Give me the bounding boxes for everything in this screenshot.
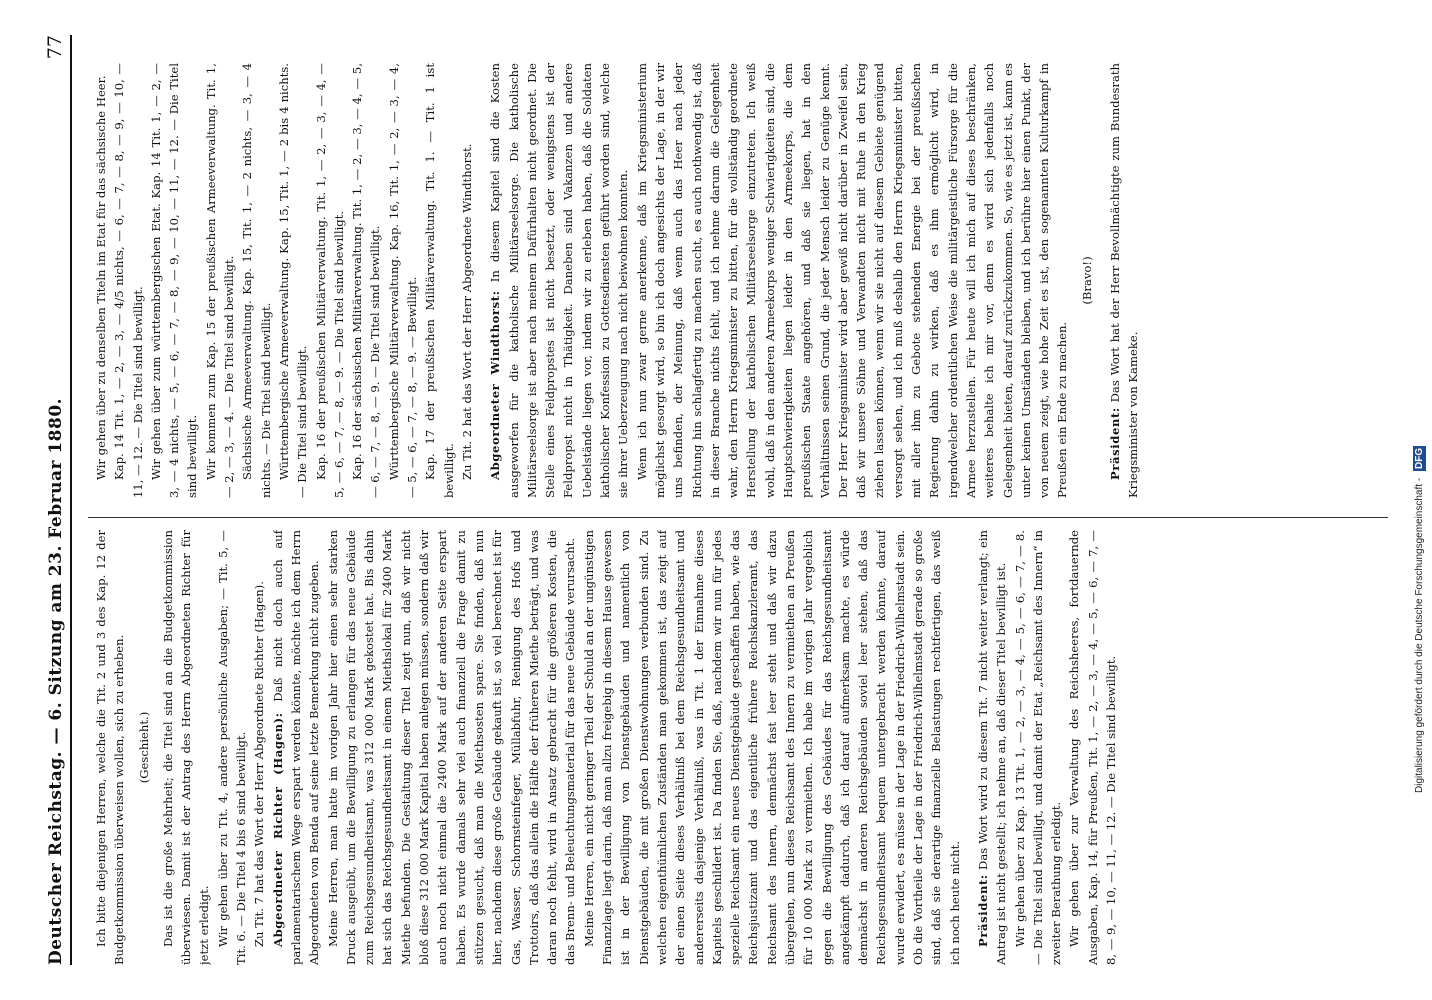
page-number: 77: [44, 35, 66, 60]
paragraph: Wir gehen über zu Tit. 4, andere persönliche Ausgaben; — Tit. 5, — Tit. 6. — Die Titel 4 bis 6 sind bewilligt.: [215, 530, 249, 965]
paragraph: Ich bitte diejenigen Herren, welche die Tit. 2 und 3 des Kap. 12 der Budgetkommission überweisen wollen, sich zu erheben.: [94, 530, 127, 965]
speech-text: Das Wort hat der Herr Bevollmächtigte zum Bundesrath Kriegsminister von Kameke.: [1108, 63, 1141, 498]
paragraph: Württembergische Militärverwaltung. Kap. 16, Tit. 1, — 2, — 3, — 4, — 5, — 6, — 7, — 8, — 9. — Bewilligt.: [386, 63, 420, 498]
running-title: Deutscher Reichstag. — 6. Sitzung am 23. Februar 1880.: [46, 397, 66, 965]
speech-paragraph: [974, 530, 1011, 965]
paragraph: Wir gehen über zu denselben Titeln im Etat für das sächsische Heer.: [94, 75, 108, 480]
paragraph: Wenn ich nun zwar gerne anerkenne, daß im Kriegsministerium möglichst gesorgt wird, so bin ich doch angesichts der Lage, in der wir uns befinden, der Meinung, daß wenn auch das Heer nach jeder Richtung hin schlagfertig zu machen sucht, es auch nothwendig ist, daß in dieser Branche nichts fehlt, und ich nehme darum die Gelegenheit wahr, den Herrn Kriegsminister zu bitten, für die vollständig geordnete Herstellung der katholischen Militärseelsorge einzutreten. Ich weiß wohl, daß in den anderen Armeekorps weniger Schwierigkeiten sind, die Hauptschwierigkeiten liegen leider in den Armeekorps, die dem preußischen Staate angehören, und daß sie liegen, hat in den Verhältnissen seinen Grund, die jeder Mensch leider zu Genüge kennt. Der Herr Kriegsminister wird aber gewiß nicht darüber in Zweifel sein, daß wir unsere Söhne und Verwandten nicht mit Ruhe in den Krieg ziehen lassen können, wenn wir sie nicht auf diesem Gebiete genügend versorgt sehen, und ich muß deshalb den Herrn Kriegsminister bitten, mit aller ihm zu Gebote stehenden Energie bei der preußischen Regierung dahin zu wirken, daß es ihm ermöglicht wird, in irgendwelcher ordentlichen Weise die militärgeistliche Fürsorge für die Armee herzustellen. Für heute will ich mich auf dieses beschränken, weiteres behalte ich mir vor, denn es wird sich jedenfalls noch Gelegenheit bieten, darauf zurückzukommen. So, wie es jetzt ist, kann es unter keinen Umständen bleiben, und ich berühre hier einen Punkt, der von neuem zeigt, wie hohe Zeit es ist, den sogenannten Kulturkampf in Preußen ein Ende zu machen.: [634, 63, 1070, 498]
left-column: [92, 530, 1392, 965]
paragraph: Zu Tit. 7 hat das Wort der Herr Abgeordnete Richter (Hagen).: [252, 581, 267, 947]
speech-paragraph: [1106, 63, 1143, 498]
paragraph: Das ist die große Mehrheit; die Titel sind an die Budgetkommission überwiesen. Damit ist der Antrag des Herrn Abgeordneten Richter für jetzt erledigt.: [160, 530, 212, 965]
paragraph: Meine Herren, man hatte im vorigen Jahr hier einen sehr starken Druck ausgeübt, um die Bewilligung zu erlangen für das neue Gebäude zum Reichsgesundheitsamt, was 312 000 Mark gekostet hat. Bis dahin hat sich das Reichsgesundheitsamt in einem Miethslokal für 2400 Mark Miethe befunden. Die Gestaltung dieser Titel zeigt nun, daß wir nicht bloß diese 312 000 Mark Kapital haben anlegen müssen, sondern daß wir auch noch nicht einmal die 2400 Mark auf der anderen Seite erspart haben. Es wurde damals sehr viel auch finanziell die Frage damit zu stützen gesucht, daß man die Miethsosten spare. Sie finden, daß nun hier, nachdem diese große Gebäude gekauft ist, so viel berechnet ist für Gas, Wasser, Schornsteinfeger, Müllabfuhr, Reinigung des Hofs und Trottoirs, daß das allein die Hälfte der früheren Miethe beträgt, und was daran noch fehlt, wird in Ansatz gebracht für die größeren Kosten, die das Brenn- und Beleuchtungsmaterial für das neue Gebäude verursacht.: [325, 530, 578, 965]
speech-text: In diesem Kapitel sind die Kosten ausgeworfen für die katholische Militärseelsorge. Die katholische Militärseelsorge ist aber nach meinem Dafürhalten nicht geordnet. Die Stelle eines Feldpropstes ist nicht besetzt, oder wenigstens ist der Feldpropst nicht in Thätigkeit. Daneben sind Vakanzen und andere Uebelstände liegen vor, indem wir zu erleben haben, daß die Soldaten katholischer Konfession zu Gottesdiensten geführt worden sind, welche sie ihrer Ueberzeugung nach nicht beiwohnen konnten.: [488, 63, 631, 498]
credit-text: Digitalisierung gefördert durch die Deutsche Forschungsgemeinschaft -: [1414, 477, 1425, 793]
rotated-page-content: [20, 15, 1412, 990]
paragraph: Wir gehen über zu Kap. 13 Tit. 1, — 2, — 3, — 4, — 5, — 6, — 7, — 8. — Die Titel sind bewilligt, und damit der Etat „Reichsamt des Innern“ in zweiter Berathung erledigt.: [1012, 530, 1064, 965]
speech-paragraph: [269, 530, 324, 965]
paragraph: Kap. 17 der preußischen Militärverwaltung. Tit. 1. — Tit. 1 ist bewilligt.: [423, 63, 456, 498]
dfg-logo: DFG: [1414, 447, 1425, 470]
right-column: [92, 63, 1392, 498]
digitization-credit: [1413, 8, 1426, 793]
speaker-name: Abgeordneter Richter (Hagen):: [270, 712, 285, 947]
speech-paragraph: [486, 63, 632, 498]
paragraph: Kap. 14 Tit. 1, — 2, — 3, — 4/5 nichts, — 6, — 7, — 8, — 9, — 10, — 11, — 12. — Die Titel sind bewilligt.: [112, 63, 145, 498]
speaker-name: Abgeordneter Windthorst:: [488, 290, 503, 480]
speaker-name: Präsident:: [975, 874, 990, 947]
paragraph: Kap. 16 der sächsischen Militärverwaltung. Tit. 1, — 2, — 3, — 4, — 5, — 6, — 7, — 8, — 9. — Die Titel sind bewilligt.: [350, 63, 383, 498]
paragraph: Wir gehen über zum württembergischen Etat. Kap. 14 Tit. 1, — 2, — 3, — 4 nichts, — 5, — 6, — 7, — 8, — 9, — 10, — 11, — 12. — Die Titel sind bewilligt.: [148, 63, 200, 498]
paragraph: Meine Herren, ein nicht geringer Theil der Schuld an der ungünstigen Finanzlage liegt darin, daß man allzu freigebig in diesem Hause gewesen ist in der Bewilligung von Dienstgebäuden und namentlich von Dienstgebäuden, die mit großen Dienstwohnungen verbunden sind. Zu welchen eigenthümlichen Zuständen man gekommen ist, das zeigt auf der einen Seite dieses Verhältniß bei dem Reichsgesundheitsamt und andererseits dasjenige Verhältniß, was in Tit. 1 der Einnahme dieses Kapitels geschildert ist. Da finden Sie, daß, nachdem wir nun für jedes spezielle Reichsamt ein neues Dienstgebäude geschaffen haben, wie das Reichsjustizamt und das eigentliche frühere Reichskanzleramt, das Reichsamt des Innern, demnächst fast leer steht und daß wir dazu übergehen, nun dieses Reichsamt des Innern zu vermiethen an Preußen für 10 000 Mark zu vermiethen. Ich habe im vorigen Jahr vergeblich gegen die Bewilligung des Gebäudes für das Reichsgesundheitsamt angekämpft dadurch, daß ich darauf aufmerksam machte, es würde demnächst in anderen Reichsgebäuden soviel leer stehen, daß das Reichsgesundheitsamt bequem untergebracht werden könnte, darauf wurde erwidert, es müsse in der Lage in der Friedrich-Wilhelmstadt sein. Ob die Vortheile der Lage in der Friedrich-Wilhelmstadt gerade so große sind, daß sie derartige finanzielle Belastungen rechtfertigen, das weiß ich noch heute nicht.: [581, 530, 962, 965]
paragraph: Wir gehen über zur Verwaltung des Reichsheeres, fortdauernde Ausgaben, Kap. 14, für Preußen, Tit. 1, — 2, — 3, — 4, — 5, — 6, — 7, — 8, — 9, — 10, — 11, — 12. — Die Titel sind bewilligt.: [1067, 530, 1119, 965]
paragraph: Kap. 16 der preußischen Militärverwaltung. Tit. 1, — 2, — 3, — 4, — 5, — 6, — 7, — 8, — 9. — Die Titel sind bewilligt.: [313, 63, 346, 498]
speaker-name: Präsident:: [1108, 407, 1123, 480]
paragraph: Württembergische Armeeverwaltung. Kap. 15, Tit. 1, — 2 bis 4 nichts. — Die Titel sind bewilligt.: [276, 63, 310, 498]
paragraph: Zu Tit. 2 hat das Wort der Herr Abgeordnete Windthorst.: [459, 143, 474, 480]
speech-text: Das Wort wird zu diesem Tit. 7 nicht weiter verlangt; ein Antrag ist nicht gestellt; ich nehme an, daß dieser Titel bewilligt ist.: [975, 530, 1009, 965]
paragraph: Sächsische Armeeverwaltung. Kap. 15, Tit. 1, — 2 nichts, — 3, — 4 nichts. — Die Titel sind bewilligt.: [240, 63, 273, 498]
column-divider: [88, 517, 1388, 518]
speech-text: Daß nicht doch auch auf parlamentarischem Wege erspart werden könnte, möchte ich dem Herrn Abgeordneten von Benda auf seine letzte Bemerkung nicht zugeben.: [270, 530, 322, 965]
stage-direction: (Bravo!): [1079, 256, 1094, 305]
paragraph: Wir kommen zum Kap. 15 der preußischen Armeeverwaltung. Tit. 1, — 2, — 3, — 4. — Die Titel sind bewilligt.: [203, 63, 237, 498]
page-header: [36, 35, 72, 965]
stage-direction: (Geschieht.): [136, 711, 151, 784]
